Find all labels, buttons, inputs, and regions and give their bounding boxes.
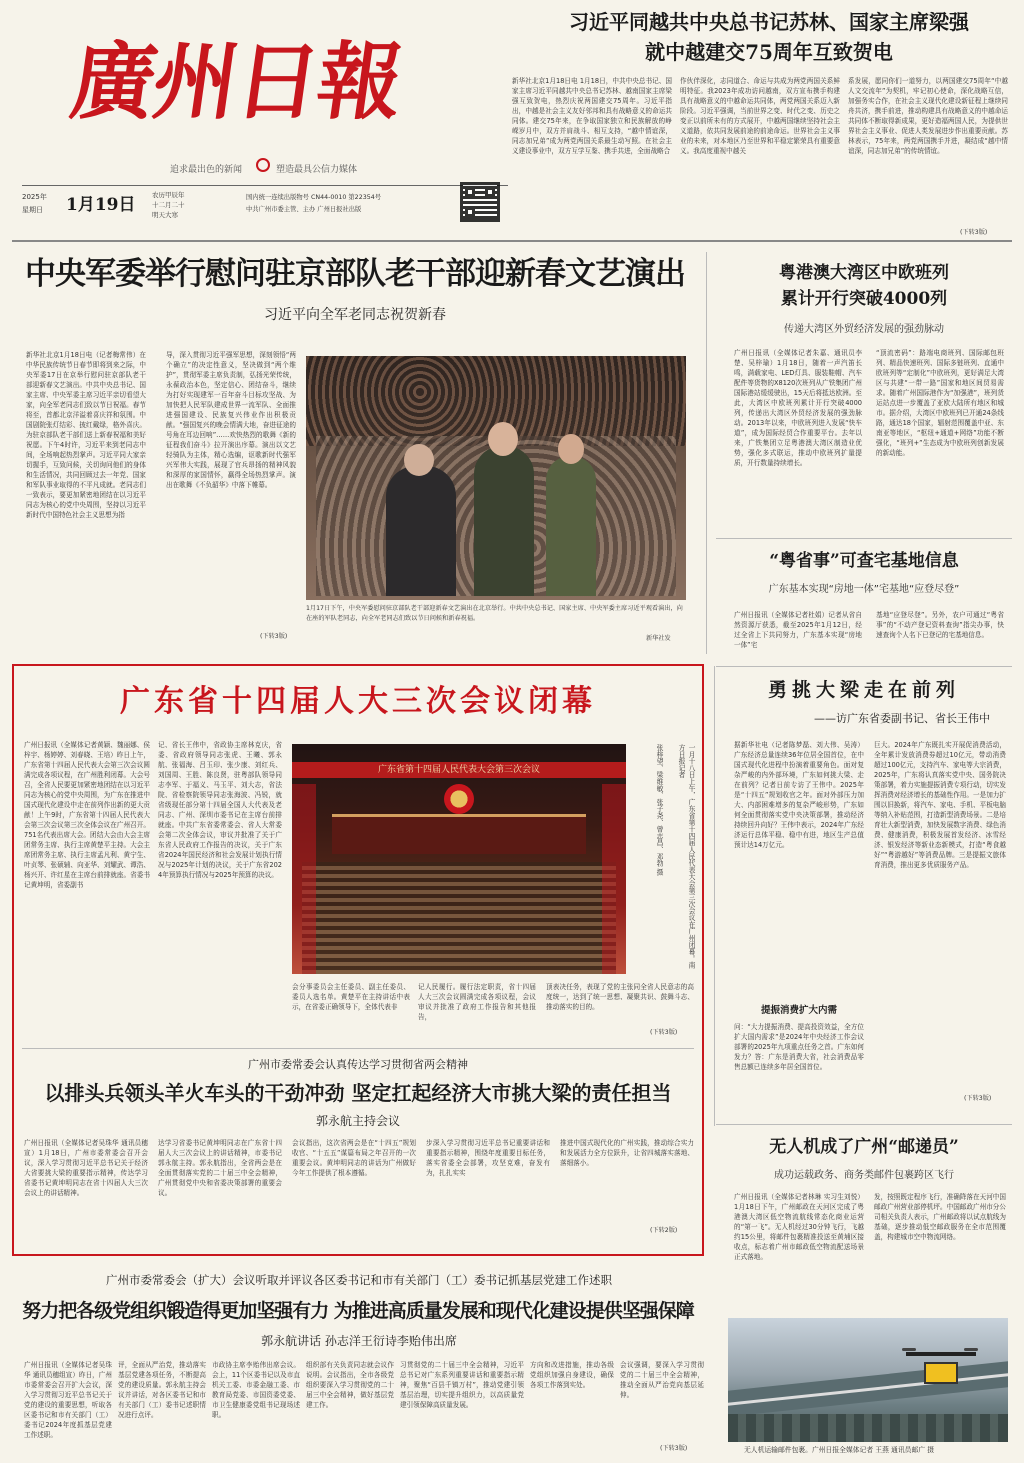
party-col5: 习贯彻党的二十届三中全会精神，习近平总书记对广东系列重要讲话和重要指示精神，聚焦“百县千镇万村”，推动党建引领基层治理，切实提升组织力，以高质量党建引领保障高质量发展。 xyxy=(400,1361,524,1409)
side2-col1: 广州日报讯（全媒体记者杜娟）记者从省自然资源厅获悉，截至2025年1月12日，经过全省上下共同努力，广东基本实现“房地一体”宅 xyxy=(734,611,862,649)
masthead-logo: 廣州日報 xyxy=(65,32,408,131)
lead-photo xyxy=(306,356,686,600)
party-more: (下转3版) xyxy=(660,1445,688,1452)
drone-photo xyxy=(728,1318,1008,1442)
cpc-col1: 广州日报讯（全媒体记者吴珠华 通讯员穗宣）1月18日，广州市委常委会召开会议，深入学习贯彻习近平总书记关于经济大省要挑大梁的重要指示精神，传达学习省委书记黄坤明同志在省十四届人大三次会议上的讲话精神。 xyxy=(24,1139,148,1197)
lead-photo-caption: 1月17日下午，中央军委慰问驻京部队老干部迎新春文艺演出在北京举行。中共中央总书记、国家主席、中央军委主席习近平观看演出，向在座的军队老同志，向全军老同志们致以节日问候和新春祝福。 xyxy=(306,605,683,622)
lead-subtitle: 习近平向全军老同志祝贺新春 xyxy=(264,307,446,323)
npc-col2: 记、省长王伟中，省政协主席林克庆，省委、省政府领导同志张虎、王曦、郭永航、张福海、吕玉印、张少康、刘红兵、刘国周、王胜、陈良贤，驻粤部队领导同志李军、于福义、马玉平、刘大志，省法院、省检察院领导同志张海波、冯锐，就省级现任部分第十四届全国人大代表及老同志、广州、深圳市委书记在主席台前排就座。中共广东省委常委会、省人大常委会第二次全体会议，审议并批准了关于广东省人民政府工作报告的决议，关于广东省2024年国民经济和社会发展计划执行情况与2025年计划的决议，关于广东省2024年预算执行情况与2025年预算的决议。 xyxy=(158,741,282,879)
dateline-reg: 国内统一连续出版物号 CN44-0010 第22354号 xyxy=(246,194,382,201)
side4-col2: 发，按照既定程序飞行，准确降落在天河中国邮政广州营业部停机坪。中国邮政广州市分公司相关负责人表示，广州邮政将以试点航线为基础，逐步推动低空邮政服务在全市范围覆盖，构建城市空中物流网络。 xyxy=(874,1193,1006,1241)
party-col1: 广州日报讯（全媒体记者吴珠华 通讯员穗组宣）昨日，广州市委常委会召开扩大会议，深入学习贯彻习近平总书记关于党的建设的重要思想，听取各区委书记和市有关部门（工）委书记2024年度抓基层党建工作述职。 xyxy=(24,1361,112,1439)
dateline-lunar1: 农历甲辰年 xyxy=(152,191,185,199)
qr-code-icon xyxy=(460,182,500,222)
dateline-lunar2: 十二月二十 xyxy=(152,201,185,209)
lead-more: (下转3版) xyxy=(260,633,288,640)
side2-headline[interactable]: “粤省事”可查宅基地信息 xyxy=(769,551,959,571)
lead-photo-credit: 新华社发 xyxy=(646,635,671,642)
side3-more: (下转3版) xyxy=(964,1095,992,1102)
side4-col1: 广州日报讯（全媒体记者林琳 实习生刘悦）1月18日下午，广州邮政在天河区完成了粤港澳大湾区低空物流航线常态化商业运营的“第一飞”。无人机经过30分钟飞行，飞越约15公里，将邮件包裹精准投送至黄埔区接收点，标志着广州市邮政低空物流配送场景正式落地。 xyxy=(734,1193,864,1261)
npc-col4: 记人民履行。履行法定职责，省十四届人大三次会议圆满完成各项议程，会议审议并批准了政府工作报告和其他报告， xyxy=(418,983,536,1021)
side2-subtitle: 广东基本实现“房地一体”宅基地“应登尽登” xyxy=(768,584,960,595)
lead-col2: 导，深入贯彻习近平强军思想，深刻领悟“两个确立”的决定性意义，坚决做到“两个维护”，贯彻军委主席负责制，弘扬光荣传统，永葆政治本色，坚定信心、团结奋斗，继续为打好实现建军一百年奋斗目标攻坚战、为加快把人民军队建成世界一流军队、全面推进强国建设、民族复兴伟业作出积极贡献。“强国复兴的晚会情满大地，奋进征途的号角在耳边回响”……欢快热烈的歌舞《新的征程我们奋斗》拉开演出序幕。演出以文艺轻骑队为主体，精心选编，讴歌新时代强军兴军伟大实践，展现了官兵昂扬的精神风貌和深厚的家国情怀，赢得全场热烈掌声。演出在歌舞《不负韶华》中落下帷幕。 xyxy=(166,351,296,489)
national-emblem-icon xyxy=(444,784,474,814)
cpc-more: (下转2版) xyxy=(650,1227,678,1234)
npc-photo-credit: 张梓望、梁维敏、张子尧、曾志昌、邓勃 摄 xyxy=(655,744,663,876)
side1-col1: 广州日报讯（全媒体记者朱嘉、通讯员李楚、吴梓瑜）1月18日，随着一声汽笛长鸣，满载家电、LED灯具、服装鞋帽、汽车配件等货物的X8120次班列从广铁集团广州国际港站缓缓驶出，15天后将抵达欧洲。至此，大湾区中欧班列累计开行突破4000列，传递出大湾区外贸经济发展的强劲脉动。2013年以来，中欧班列进入发展“快车道”，成为国际经贸合作重要平台。去年以来，广铁集团立足粤港澳大湾区制造业优势，强化多式联运，推动中欧班列扩量提质，开行数量持续增长。 xyxy=(734,349,862,467)
npc-photo-banner: 广东省第十四届人民代表大会第三次会议 xyxy=(377,765,540,775)
side1-col2: “顶流密码”：路端电商班列、国际邮包班列、精品快速班列、国际多链班列、直通中欧班列等“定制化”中欧班列，更好满足大湾区与共建“一带一路”国家和地区间贸易需求。随着广州国际港作为“加强港”，班列货运站点进一步覆盖了亚欧大陆所有地区和城市。据介绍，大湾区中欧班列已开通24条线路，通达18个国家，辐射范围覆盖中亚、东南亚等地区，“枢纽+通道+网络”功能不断强化，“班列+”生态成为中欧班列创新发展的新动能。 xyxy=(876,349,1004,457)
cpc-col3: 会议指出，这次省两会是在“十四五”规划收官、“十五五”谋篇布局之年召开的一次重要会议。黄坤明同志的讲话为广州做好今年工作提供了根本遵循。 xyxy=(292,1139,416,1177)
dateline-date: 1月19日 xyxy=(66,195,136,215)
top-story-col1: 新华社北京1月18日电 1月18日，中共中央总书记、国家主席习近平同越共中央总书记苏林、越南国家主席梁强互致贺电，热烈庆祝两国建交75周年。习近平指出，中越是社会主义友好邻邦和具有战略意义的命运共同体。建交75年来，在争取国家独立和民族解放的峥嵘岁月中，双方并肩战斗、相互支持，“越中情谊深，同志加兄弟”成为两党两国关系最生动写照。在社会主义建设事业中，双方互学互鉴、携手共进，全面战略合 xyxy=(512,77,672,155)
party-kicker: 广州市委常委会（扩大）会议听取并评议各区委书记和市有关部门（工）委书记抓基层党建工作述职 xyxy=(106,1273,612,1287)
dateline-year: 2025年 xyxy=(22,193,47,201)
npc-col3: 会分事委员会主任委员、副主任委员、委员人选名单。黄楚平在主持讲话中表示，在省委正确领导下，全体代表非 xyxy=(292,983,410,1011)
side3-subhead: 提振消费扩大内需 xyxy=(760,1005,837,1016)
party-headline[interactable]: 努力把各级党组织锻造得更加坚强有力 为推进高质量发展和现代化建设提供坚强保障 xyxy=(22,1300,694,1322)
side3-headline[interactable]: 勇挑大梁走在前列 xyxy=(767,679,960,701)
side1-subtitle: 传递大湾区外贸经济发展的强劲脉动 xyxy=(784,324,944,335)
cpc-headline[interactable]: 以排头兵领头羊火车头的干劲冲劲 坚定扛起经济大市挑大梁的责任担当 xyxy=(44,1081,672,1105)
npc-col1: 广州日报讯（全媒体记者黄颖、魏丽娜、侯梓宇、杨婷婷、刘春晓、王培）昨日上午，广东省第十四届人民代表大会第三次会议圆满完成各项议程，在广州胜利闭幕。大会号召，全省人民要更加紧密地团结在以习近平同志为核心的党中央周围，为广东在推进中国式现代化建设中走在前列作出新的更大贡献！上午9时，广东省第十四届人民代表大会第三次会议第三次全体会议在广州召开。751名代表出席大会。团结大会由大会主席团常务主席、执行主席黄楚平主持。大会主席团常务主席、执行主席孟凡利、黄宁生、叶贞琴、张硕辅、向亚华、刘耀武、谭浩、杨兴开、许红星在主席台前排就座。省委书记黄坤明，省委副书 xyxy=(24,741,150,889)
side3-col2: 巨大。2024年广东既扎实开展促消费活动，全年累计发放消费券超过10亿元，带动消费超过100亿元，支持汽车、家电等大宗消费，2025年，广东将认真落实党中央、国务院决策部署，着力实施提振消费专项行动，切实发挥消费对经济增长的基础性作用。一是加力扩围以旧换新，将汽车、家电、手机、平板电脑等纳入补贴范围，打造新型消费场景。二是培育壮大新型消费，加快发展数字消费、绿色消费、健康消费，积极发展首发经济、冰雪经济、银发经济等新业态新模式，打造“粤食越好”“粤游越好”等消费品牌。三是提振文旅体育消费，推出更多优质服务产品。 xyxy=(874,741,1006,869)
top-story-col3: 系发展，愿同你们一道努力，以两国建交75周年“中越人文交流年”为契机，牢记初心使命，深化战略互信，加强务实合作，在社会主义现代化建设新征程上继续同舟共济，携手前进，推动构建具有战略意义的中越命运共同体不断取得新成果，更好造福两国人民，为提供世界社会主义事业、促进人类发展进步作出重要贡献。苏林表示，75年来，两党两国携手并进，凝结成“越中情谊深，同志加兄弟”的传统情谊。 xyxy=(848,77,1008,155)
dateline-weekday: 星期日 xyxy=(22,206,43,214)
top-story-col2: 作伙伴深化，志同道合、命运与共成为两党两国关系鲜明特征。我2023年成功访问越南，双方宣布携手构建具有战略意义的中越命运共同体，两党两国关系迈入新阶段。习近平强调，当前世界之变、时代之变、历史之变正以前所未有的方式展开，中越两国继续坚持社会主义道路，依共同发展前途的前途命运。世界社会主义事业的未来，对本地区乃至世界和平稳定繁荣具有重要意义。我高度重视中越关 xyxy=(680,77,840,155)
top-story-headline-1[interactable]: 习近平同越共中央总书记苏林、国家主席梁强 xyxy=(569,10,969,34)
lead-headline[interactable]: 中央军委举行慰问驻京部队老干部迎新春文艺演出 xyxy=(25,256,685,292)
cpc-col4: 步深入学习贯彻习近平总书记重要讲话和重要指示精神，围绕年度重要目标任务，落实省委全会部署，攻坚克难，奋发有为，扎扎实实 xyxy=(426,1139,550,1177)
side1-headline-2[interactable]: 累计开行突破4000列 xyxy=(780,289,948,309)
npc-photo xyxy=(292,744,626,974)
npc-headline[interactable]: 广东省十四届人大三次会议闭幕 xyxy=(120,684,596,719)
cpc-subtitle: 郭永航主持会议 xyxy=(315,1114,400,1128)
dateline-publisher: 中共广州市委主管、主办 广州日报社出版 xyxy=(246,206,362,213)
masthead-slogan-right: 塑造最具公信力媒体 xyxy=(276,165,358,175)
party-col2: 评，全面从严治党，推动落实基层党建各项任务，不断提高党的建设质量。郭永航主持会议并讲话，对各区委书记和市有关部门（工）委书记述职情况进行点评。 xyxy=(118,1361,206,1419)
side4-headline[interactable]: 无人机成了广州“邮递员” xyxy=(769,1137,959,1157)
party-col4: 组织部有关负责同志就会议作说明。会议指出，全市各级党组织要深入学习贯彻党的二十届三中全会精神，做好基层党建工作。 xyxy=(306,1361,394,1409)
dateline-lunar3: 明天大寒 xyxy=(152,211,178,219)
side3-col1: 据新华社电（记者陈梦磊、刘大伟、吴涛）广东经济总量连续36年位居全国首位，在中国式现代化进程中扮演着重要角色。面对复杂严峻的内外部环境，广东如何挑大梁、走在前列？记者日前专访了王伟中。2025年是“十四五”规划收官之年。面对外部压力加大、内部困难增多的复杂严峻形势，广东如何全面贯彻落实党中央决策部署，推动经济持续回升向好？王伟中表示，2024年广东经济运行总体平稳、稳中有进，地区生产总值预计达14万亿元。 xyxy=(734,741,864,849)
side2-col2: 基地“应登尽登”。另外，农户可通过“粤省事”的“不动产登记资料查询”指尖办事，快速查询个人名下已登记的宅基地信息。 xyxy=(876,611,1004,639)
side3-qa: 问：“大力提振消费、提高投资效益，全方位扩大国内需求”是2024年中央经济工作会议部署的2025年九项重点任务之首。广东如何发力？答：广东是消费大省，社会消费品零售总额已连续多年居全国首位。 xyxy=(734,1023,864,1071)
cpc-col5: 推进中国式现代化的广州实践，推动综合实力和发展活力全方位跃升，让省四城落实落地、落细落小。 xyxy=(560,1139,694,1167)
top-story-more: (下转3版) xyxy=(960,229,988,236)
lead-col1: 新华社北京1月18日电（记者梅常伟）在中华民族传统节日春节即将到来之际，中央军委17日在京举行慰问驻京部队老干部迎新春文艺演出。中共中央总书记、国家主席、中央军委主席习近平亲切看望大家，向全军老同志们致以节日祝福。春节将至，首都北京洋溢着喜庆祥和氛围。中国剧院张灯结彩、披红戴绿，格外喜庆。为驻京部队老干部们送上新春祝福和美好祝愿。下午4时许，习近平来到老同志中间，全场响起热烈掌声。习近平同大家亲切握手，互致问候，关切询问他们的身体和生活情况，共同回顾过去一年党、国家和军队事业取得的不平凡成就。老同志们一致表示，要更加紧密地团结在以习近平同志为核心的党中央周围，坚持以习近平新时代中国特色社会主义思想为指 xyxy=(26,351,146,519)
drone-photo-caption: 无人机运输邮件包裹。广州日报全媒体记者 王燕 通讯员邮广 摄 xyxy=(744,1446,934,1454)
masthead-emblem-icon xyxy=(256,158,270,172)
npc-col5: 顶表决任务，表现了党的主张同全省人民意志的高度统一，达到了统一思想、凝聚共识、鼓舞斗志、推动落实的目的。 xyxy=(546,983,694,1011)
cpc-kicker: 广州市委常委会认真传达学习贯彻省两会精神 xyxy=(248,1058,468,1071)
npc-more: (下转3版) xyxy=(650,1029,678,1036)
side4-subtitle: 成功运载政务、商务类邮件包裹跨区飞行 xyxy=(774,1170,954,1181)
party-subtitle: 郭永航讲话 孙志洋王衍诗李贻伟出席 xyxy=(261,1334,457,1348)
side1-headline-1[interactable]: 粤港澳大湾区中欧班列 xyxy=(779,263,949,283)
masthead-slogan-left: 追求最出色的新闻 xyxy=(170,165,243,175)
side3-subtitle: ——访广东省委副书记、省长王伟中 xyxy=(814,712,990,725)
dateline xyxy=(22,190,508,232)
npc-photo-caption: 一月十八日上午，广东省第十四届人民代表大会第三次会议在广州闭幕。南方日报记者 xyxy=(677,744,695,969)
cpc-col2: 达学习省委书记黄坤明同志在广东省十四届人大三次会议上的讲话精神，市委书记郭永航主持。郭永航指出，全省两会是在全面贯彻落实党的二十届三中全会精神，广州贯彻党中央和省委决策部署的重要会议。 xyxy=(158,1139,282,1197)
top-story-headline-2[interactable]: 就中越建交75周年互致贺电 xyxy=(645,40,893,64)
party-col6: 方向和改进措施，推动各级党组织加强自身建设，确保各项工作落到实处。 xyxy=(530,1361,614,1389)
party-col7: 会议强调，要深入学习贯彻党的二十届三中全会精神，推动全面从严治党向基层延伸。 xyxy=(620,1361,704,1399)
party-col3: 市政协主席李贻伟出席会议。会上，11个区委书记以及市直机关工委、市委金融工委、市教育局党委、市国资委党委、市卫生健康委党组书记现场述职。 xyxy=(212,1361,300,1419)
